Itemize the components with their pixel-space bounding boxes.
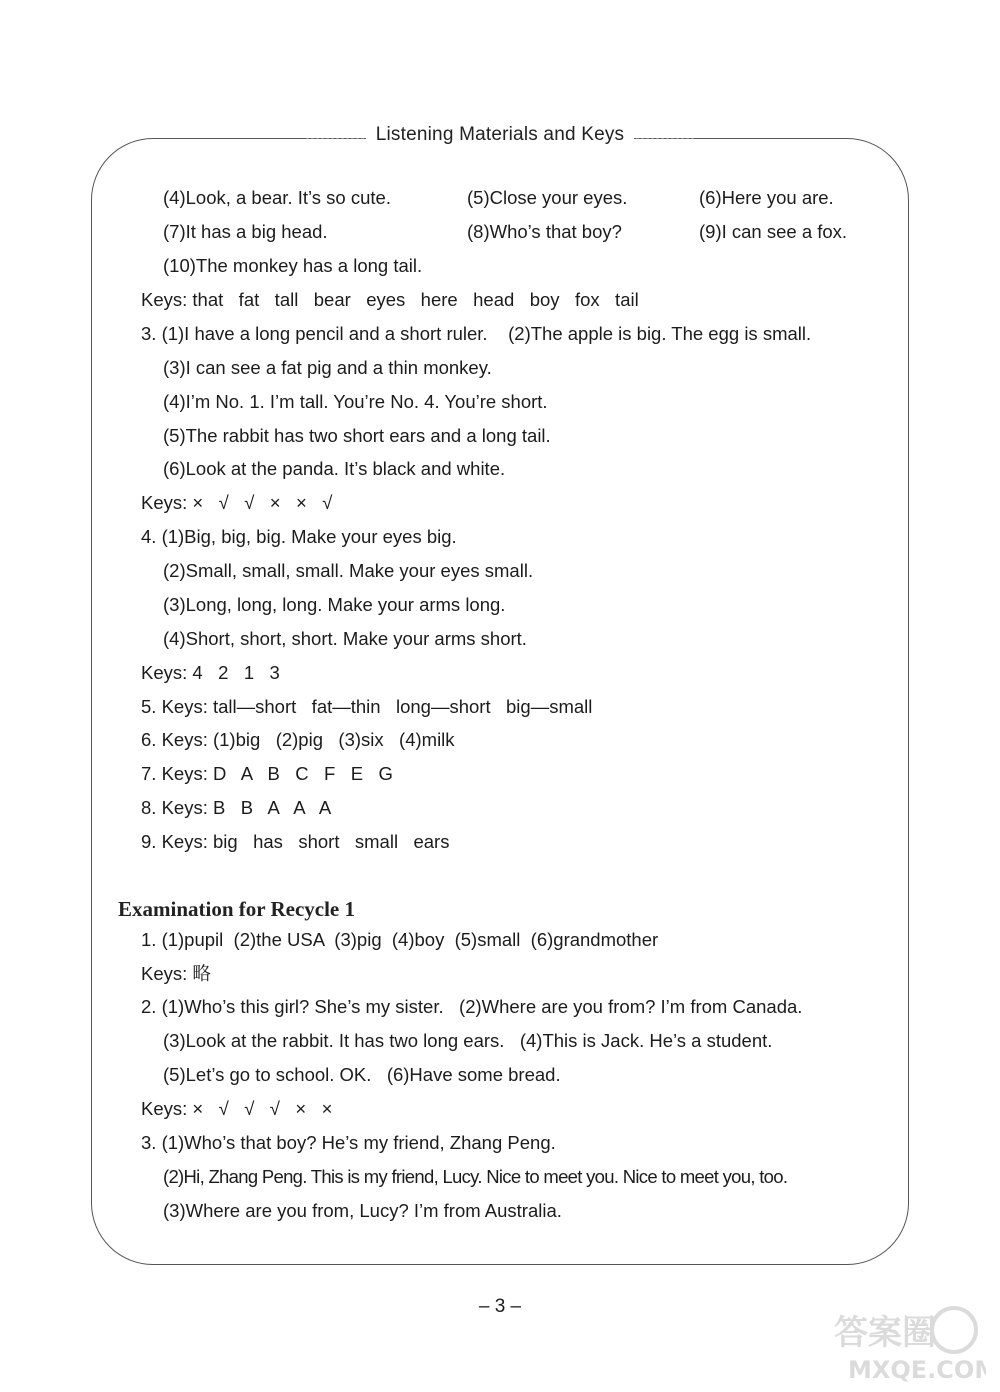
list-item: 4. (1)Big, big, big. Make your eyes big.: [141, 526, 457, 547]
list-item: [699, 187, 834, 209]
list-item: (2)Small, small, small. Make your eyes small.: [163, 560, 534, 581]
keys-line: Keys: × √ √ √ × ×: [141, 1098, 333, 1119]
header-title: Listening Materials and Keys: [366, 124, 635, 146]
watermark-logo: [826, 1304, 986, 1384]
keys-line: Keys: 略: [141, 963, 211, 984]
keys-line: Keys: 4 2 1 3: [141, 662, 280, 683]
keys-line: 8. Keys: B B A A A: [141, 797, 332, 818]
keys-line: 9. Keys: big has short small ears: [141, 831, 450, 852]
watermark-top-text: 答案圈: [834, 1313, 936, 1353]
list-item: [163, 221, 328, 243]
list-item: (3)Long, long, long. Make your arms long.: [163, 594, 506, 615]
keys-line: 6. Keys: (1)big (2)pig (3)six (4)milk: [141, 729, 455, 750]
item-8-text: (8)Who’s that boy?: [467, 221, 622, 242]
section-title: Examination for Recycle 1: [118, 897, 355, 921]
watermark-bottom-text: MXQE.COM: [848, 1356, 986, 1384]
list-item: (3)I can see a fat pig and a thin monkey.: [163, 357, 492, 378]
list-item: [163, 187, 391, 209]
list-item: (10)The monkey has a long tail.: [163, 255, 423, 276]
list-item: (4)I’m No. 1. I’m tall. You’re No. 4. You’re short.: [163, 391, 548, 412]
keys-line: 7. Keys: D A B C F E G: [141, 763, 393, 784]
list-item: (6)Look at the panda. It’s black and white.: [163, 458, 506, 479]
list-item: (5)The rabbit has two short ears and a long tail.: [163, 425, 551, 446]
list-item: [699, 221, 847, 243]
item-4-text: (4)Look, a bear. It’s so cute.: [163, 187, 391, 208]
page-number: – 3 –: [478, 1296, 522, 1317]
list-item: (4)Short, short, short. Make your arms short.: [163, 628, 527, 649]
item-7-text: (7)It has a big head.: [163, 221, 328, 242]
list-item: (3)Where are you from, Lucy? I’m from Australia.: [163, 1200, 562, 1221]
keys-line: 5. Keys: tall—short fat—thin long—short big—small: [141, 696, 593, 717]
list-item: 3. (1)I have a long pencil and a short ruler. (2)The apple is big. The egg is small.: [141, 323, 812, 344]
list-item: [467, 221, 622, 243]
list-item: (3)Look at the rabbit. It has two long ears. (4)This is Jack. He’s a student.: [163, 1030, 773, 1051]
list-item: 3. (1)Who’s that boy? He’s my friend, Zhang Peng.: [141, 1132, 556, 1153]
keys-line: Keys: that fat tall bear eyes here head boy fox tail: [141, 289, 639, 310]
list-item: (2)Hi, Zhang Peng. This is my friend, Lucy. Nice to meet you. Nice to meet you, too.: [163, 1166, 788, 1187]
list-item: [467, 187, 627, 209]
header: [0, 124, 1000, 146]
item-5-text: (5)Close your eyes.: [467, 187, 628, 208]
keys-line: Keys: × √ √ × × √: [141, 492, 333, 513]
list-item: 1. (1)pupil (2)the USA (3)pig (4)boy (5)small (6)grandmother: [141, 929, 659, 950]
item-9-text: (9)I can see a fox.: [699, 221, 848, 242]
item-6-text: (6)Here you are.: [699, 187, 834, 208]
list-item: (5)Let’s go to school. OK. (6)Have some bread.: [163, 1064, 561, 1085]
list-item: 2. (1)Who’s this girl? She’s my sister. (2)Where are you from? I’m from Canada.: [141, 996, 803, 1017]
